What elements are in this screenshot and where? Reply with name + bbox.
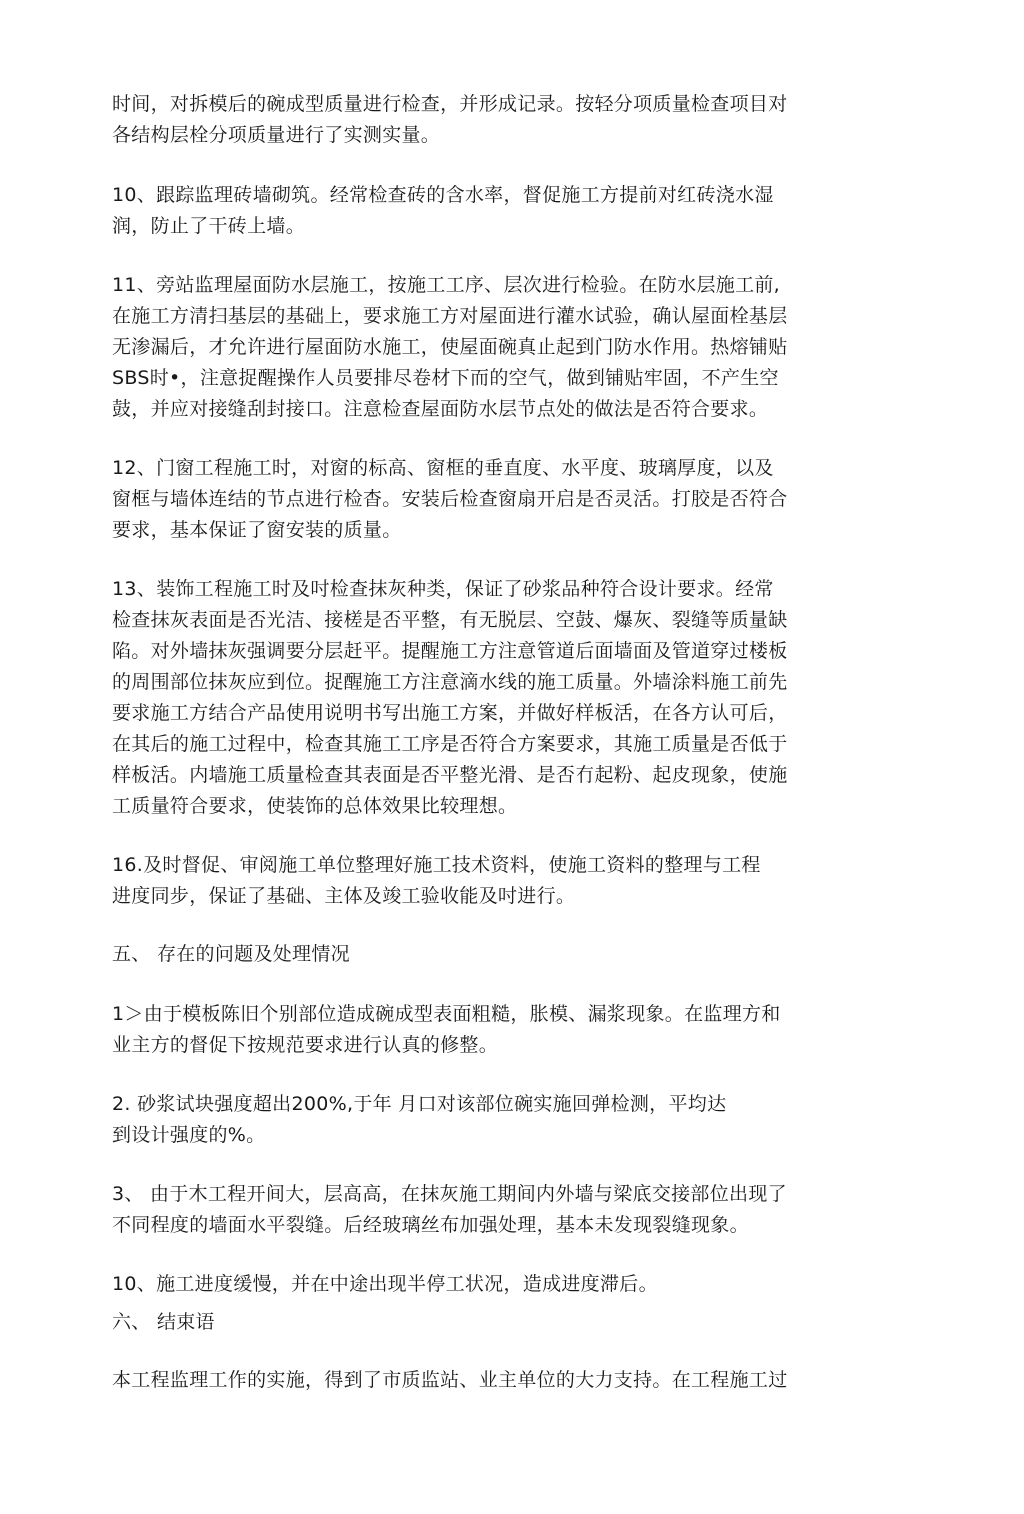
paragraph-line: 在其后的施工过程中，检查其施工工序是否符合方案要求，其施工质量是否低于 (112, 733, 788, 755)
paragraph-line: 16.及时督促、审阅施工单位整理好施工技术资料，使施工资料的整理与工程 (112, 854, 761, 876)
paragraph-line: 2. 砂浆试块强度超出200%,于年 月口对该部位碗实施回弹检测，平均达 (112, 1093, 727, 1115)
paragraph-line: 各结构层栓分项质量进行了实测实量。 (112, 124, 441, 146)
section-heading: 六、 结束语 (112, 1311, 215, 1333)
paragraph-line: 无渗漏后，才允许进行屋面防水施工，使屋面碗真止起到门防水作用。热熔铺贴 (112, 336, 788, 358)
paragraph-line: 润，防止了干砖上墙。 (112, 215, 306, 237)
paragraph-line: 10、施工进度缓慢，并在中途出现半停工状况，造成进度滞后。 (112, 1273, 658, 1295)
paragraph-line: 在施工方清扫基层的基础上，要求施工方对屋面进行灌水试验，确认屋面栓基层 (112, 305, 788, 327)
paragraph-line: 样板活。内墙施工质量检查其表面是否平整光滑、是否冇起粉、起皮现象，使施 (112, 764, 788, 786)
paragraph-line: 不同程度的墙面水平裂缝。后经玻璃丝布加强处理，基本未发现裂缝现象。 (112, 1214, 749, 1236)
paragraph-line: 3、 由于木工程开间大，层高高，在抹灰施工期间内外墙与梁底交接部位出现了 (112, 1183, 787, 1205)
paragraph-line: 进度同步，保证了基础、主体及竣工验收能及吋进行。 (112, 885, 576, 907)
paragraph-line: SBS时•，注意捉醒操作人员要排尽卷材下而的空气，做到铺贴牢固，不产生空 (112, 367, 779, 389)
paragraph-line: 窗框与墙体连结的节点进行检杳。安装后检查窗扇开启是否灵活。打胶是否符合 (112, 488, 788, 510)
paragraph-line: 检查抹灰表面是否光洁、接槎是否平整，有无脱层、空鼓、爆灰、裂缝等质量缺 (112, 609, 788, 631)
paragraph-line: 工质量符合要求，使装饰的总体效果比较理想。 (112, 795, 518, 817)
paragraph-line: 12、门窗工程施工时，对窗的标高、窗框的垂直度、水平度、玻璃厚度，以及 (112, 457, 774, 479)
section-heading: 五、 存在的问题及处理情况 (112, 943, 350, 965)
paragraph-line: 要求，基本保证了窗安装的质量。 (112, 519, 402, 541)
paragraph-line: 要求施工方结合产品使用说明书写出施工方案，并做好样板活，在各方认可后， (112, 702, 788, 724)
paragraph-line: 陷。对外墙抹灰强调要分层赶平。提醒施工方注意管道后面墙面及管道穿过楼板 (112, 640, 788, 662)
paragraph-line: 10、跟踪监理砖墙砌筑。经常检查砖的含水率，督促施工方提前对红砖浇水湿 (112, 184, 774, 206)
paragraph-line: 11、旁站监理屋面防水层施工，按施工工序、层次进行检验。在防水层施工前, (112, 274, 781, 296)
paragraph-line: 1＞由于模板陈旧个别部位造成碗成型表面粗糙，胀模、漏浆现象。在监理方和 (112, 1003, 781, 1025)
paragraph-line: 到设计强度的%。 (112, 1124, 266, 1146)
paragraph-line: 时间，对拆模后的碗成型质量进行检查，并形成记录。按轻分项质量检查项目对 (112, 93, 788, 115)
paragraph-line: 的周围部位抹灰应到位。捉醒施工方注意滴水线的施工质量。外墙涂料施工前先 (112, 671, 788, 693)
paragraph-line: 鼓，并应对接缝刮封接口。注意检查屋面防水层节点处的做法是否符合要求。 (112, 398, 769, 420)
paragraph-line: 业主方的督促下按规范要求进行认真的修整。 (112, 1034, 499, 1056)
paragraph-line: 13、装饰工程施工时及吋检查抹灰种类，保证了砂浆品种符合设计要求。经常 (112, 578, 774, 600)
paragraph-line: 本工程监理工作的实施，得到了市质监站、业主单位的大力支持。在工程施工过 (112, 1369, 788, 1391)
